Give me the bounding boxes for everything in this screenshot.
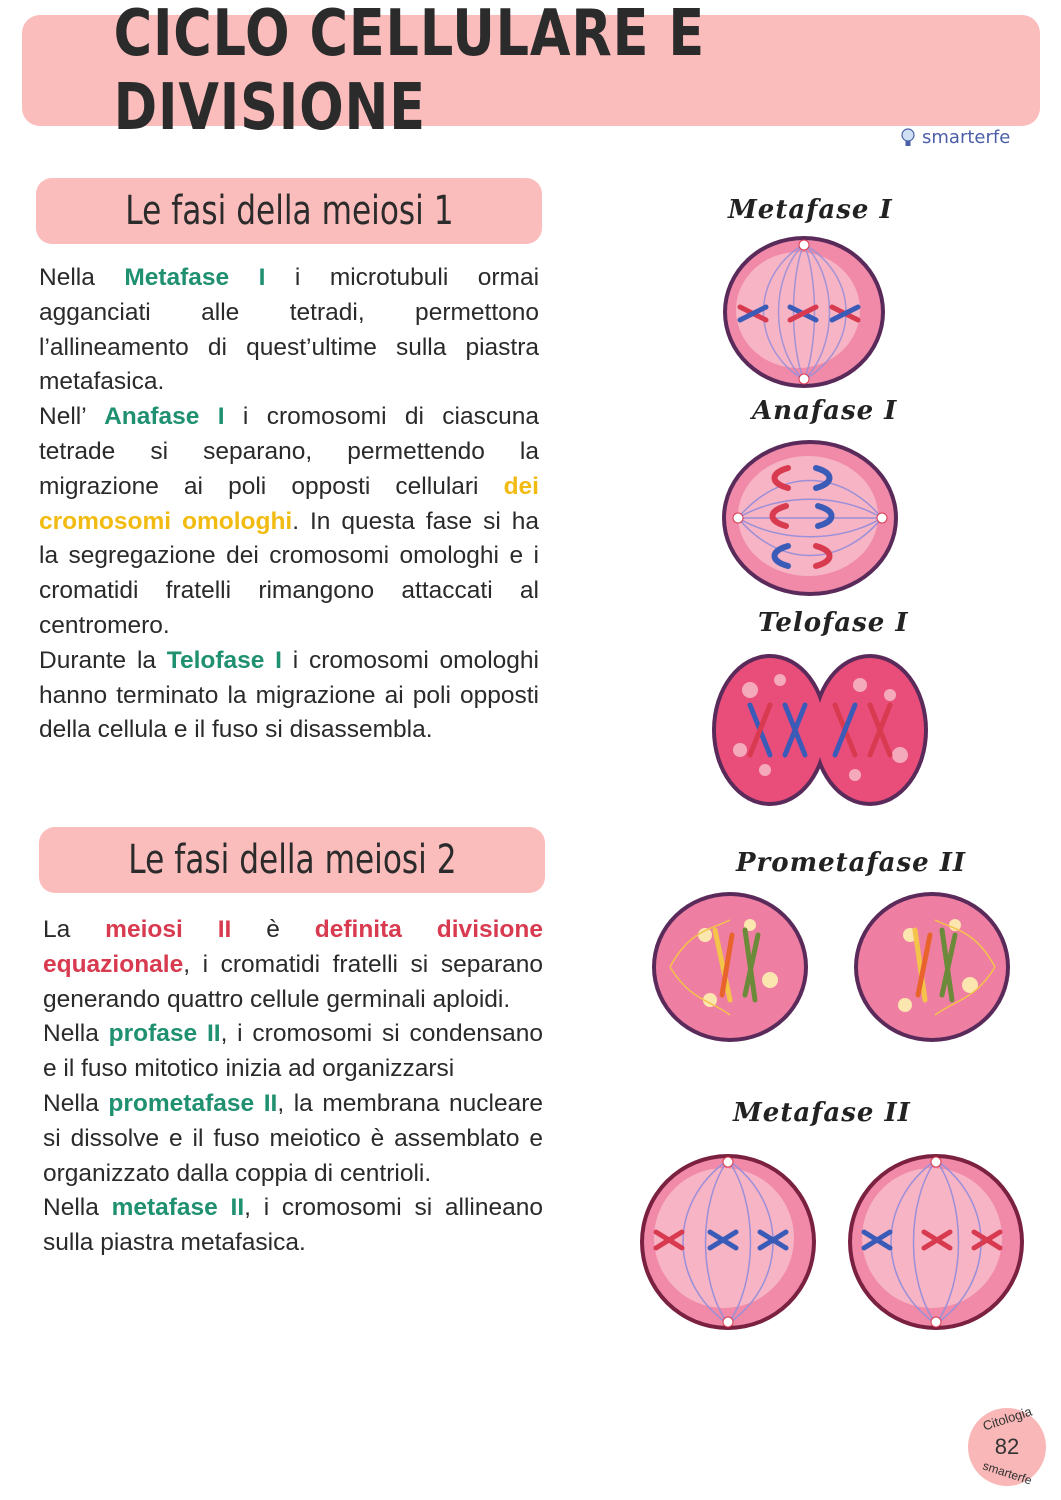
prometafase2-paragraph: Nella prometafase II, la membrana nucleare si dissolve e il fuso meiotico è assemblato e organizzato dalla coppia di centrioli. [43,1089,544,1187]
prometafase2-cells-illustration [650,890,1015,1045]
metafase1-paragraph: Nella Metafase I i microtubuli ormai agganciati alle tetradi, permettono l’allineamento di quest’ultime sulla piastra metafasica. [39,264,540,396]
metafase2-cells-illustration [638,1152,1026,1334]
caption-prometafase2: Prometafase II [736,848,967,878]
telofase1-cell-illustration [710,650,930,810]
section2-text [43,913,543,1261]
page-title: CICLO CELLULARE E DIVISIONE [113,0,705,145]
subject-label: Citologia [980,1403,1034,1434]
brand-name: smarterfe [922,127,1011,148]
section2-title: Le fasi della meiosi 2 [127,837,457,883]
anafase1-paragraph: Nell’ Anafase I i cromosomi di ciascuna tetrade si separano, permettendo la migrazione ai poli opposti cellulari dei cromosomi omologhi. In questa fase si ha la segregazione dei cromosomi omologhi e i cromatidi fratelli rimangono attaccati al centromero. [39,403,539,639]
anafase1-cell-illustration [720,438,902,600]
brand-logo [900,127,1010,148]
caption-metafase1: Metafase I [728,195,893,225]
page-number: 82 [994,1434,1020,1459]
section2-banner [39,827,545,893]
section1-banner [36,178,542,244]
metafase1-cell-illustration [720,232,890,392]
telofase1-paragraph: Durante la Telofase I i cromosomi omologhi hanno terminato la migrazione ai poli opposti della cellula e il fuso si disassembla. [39,646,539,744]
page-number-badge [968,1403,1046,1488]
profase2-paragraph: Nella profase II, i cromosomi si condensano e il fuso mitotico inizia ad organizzarsi [43,1020,543,1083]
section1-title: Le fasi della meiosi 1 [124,188,454,234]
caption-metafase2: Metafase II [733,1098,911,1128]
caption-telofase1: Telofase I [758,608,909,638]
section1-text [39,261,539,748]
meiosi2-paragraph: La meiosi II è definita divisione equazionale, i cromatidi fratelli si separano generando quattro cellule germinali aploidi. [43,916,543,1013]
lightbulb-icon [900,128,916,148]
footer-brand: smarterfe [981,1458,1034,1488]
caption-anafase1: Anafase I [752,396,898,426]
metafase2-paragraph: Nella metafase II, i cromosomi si allineano sulla piastra metafasica. [43,1194,543,1257]
